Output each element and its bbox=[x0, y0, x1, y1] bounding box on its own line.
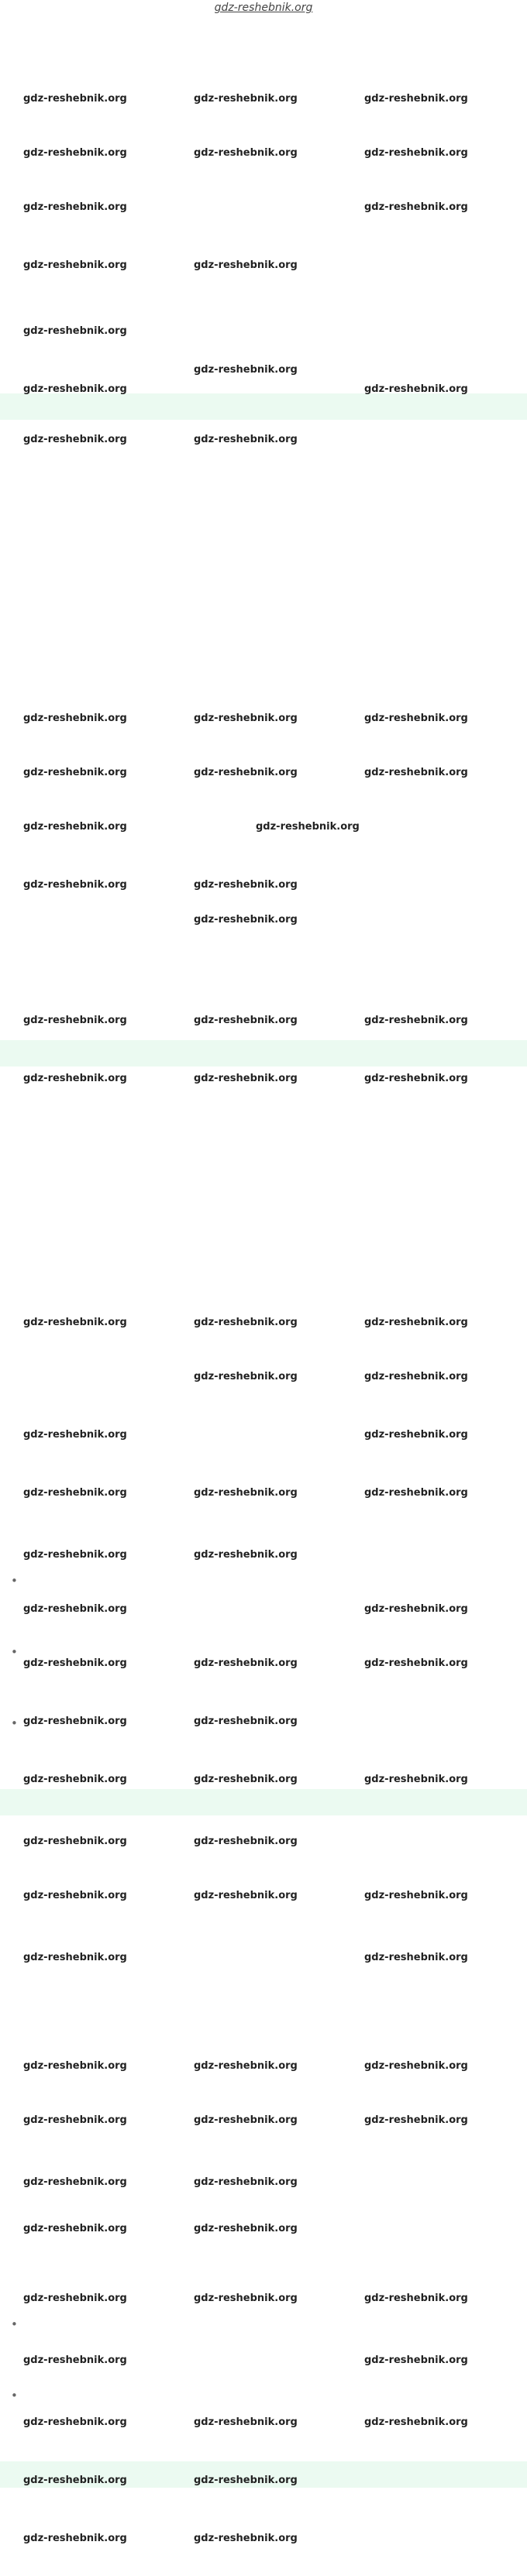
watermark: gdz-reshebnik.org bbox=[364, 2416, 468, 2428]
watermark: gdz-reshebnik.org bbox=[23, 1073, 127, 1084]
watermark: gdz-reshebnik.org bbox=[23, 713, 127, 724]
watermark: gdz-reshebnik.org bbox=[23, 821, 127, 833]
watermark: gdz-reshebnik.org bbox=[23, 1487, 127, 1499]
watermark: gdz-reshebnik.org bbox=[194, 1549, 298, 1561]
bullet-dot: • bbox=[11, 2317, 18, 2331]
watermark: gdz-reshebnik.org bbox=[364, 767, 468, 778]
watermark: gdz-reshebnik.org bbox=[364, 1073, 468, 1084]
watermark: gdz-reshebnik.org bbox=[364, 1657, 468, 1669]
watermark: gdz-reshebnik.org bbox=[23, 1657, 127, 1669]
watermark: gdz-reshebnik.org bbox=[194, 1015, 298, 1026]
watermark: gdz-reshebnik.org bbox=[364, 1603, 468, 1615]
watermark: gdz-reshebnik.org bbox=[194, 767, 298, 778]
watermark: gdz-reshebnik.org bbox=[194, 1716, 298, 1727]
watermark: gdz-reshebnik.org bbox=[194, 1836, 298, 1847]
watermark: gdz-reshebnik.org bbox=[23, 2475, 127, 2486]
watermark: gdz-reshebnik.org bbox=[23, 2293, 127, 2304]
watermark: gdz-reshebnik.org bbox=[194, 1487, 298, 1499]
watermark: gdz-reshebnik.org bbox=[256, 821, 360, 833]
watermark: gdz-reshebnik.org bbox=[23, 2223, 127, 2234]
watermark: gdz-reshebnik.org bbox=[23, 259, 127, 271]
watermark: gdz-reshebnik.org bbox=[23, 1317, 127, 1328]
watermark: gdz-reshebnik.org bbox=[194, 2176, 298, 2188]
watermark: gdz-reshebnik.org bbox=[23, 383, 127, 395]
watermark: gdz-reshebnik.org bbox=[194, 1657, 298, 1669]
watermark: gdz-reshebnik.org bbox=[194, 2416, 298, 2428]
watermark: gdz-reshebnik.org bbox=[194, 1317, 298, 1328]
answer-box bbox=[0, 1789, 527, 1815]
watermark: gdz-reshebnik.org bbox=[364, 93, 468, 105]
watermark: gdz-reshebnik.org bbox=[364, 1774, 468, 1785]
watermark: gdz-reshebnik.org bbox=[23, 2060, 127, 2072]
watermark: gdz-reshebnik.org bbox=[23, 1952, 127, 1963]
watermark: gdz-reshebnik.org bbox=[23, 325, 127, 337]
watermark: gdz-reshebnik.org bbox=[23, 2416, 127, 2428]
watermark: gdz-reshebnik.org bbox=[194, 2060, 298, 2072]
watermark: gdz-reshebnik.org bbox=[364, 147, 468, 159]
watermark: gdz-reshebnik.org bbox=[194, 1371, 298, 1382]
watermark: gdz-reshebnik.org bbox=[194, 2223, 298, 2234]
watermark: gdz-reshebnik.org bbox=[23, 434, 127, 445]
watermark: gdz-reshebnik.org bbox=[23, 1429, 127, 1441]
bullet-dot: • bbox=[11, 1716, 18, 1730]
watermark: gdz-reshebnik.org bbox=[194, 1774, 298, 1785]
watermark: gdz-reshebnik.org bbox=[194, 259, 298, 271]
watermark: gdz-reshebnik.org bbox=[194, 713, 298, 724]
watermark: gdz-reshebnik.org bbox=[23, 879, 127, 891]
watermark: gdz-reshebnik.org bbox=[23, 147, 127, 159]
watermark: gdz-reshebnik.org bbox=[23, 1716, 127, 1727]
watermark: gdz-reshebnik.org bbox=[364, 2354, 468, 2366]
answer-box bbox=[0, 393, 527, 420]
bullet-dot: • bbox=[11, 1574, 18, 1588]
watermark: gdz-reshebnik.org bbox=[364, 1371, 468, 1382]
site-logo[interactable]: gdz-reshebnik.org bbox=[214, 2, 313, 14]
watermark: gdz-reshebnik.org bbox=[364, 1890, 468, 1901]
watermark: gdz-reshebnik.org bbox=[23, 2354, 127, 2366]
watermark: gdz-reshebnik.org bbox=[23, 1836, 127, 1847]
watermark: gdz-reshebnik.org bbox=[194, 2114, 298, 2126]
watermark: gdz-reshebnik.org bbox=[23, 767, 127, 778]
watermark: gdz-reshebnik.org bbox=[194, 1890, 298, 1901]
watermark: gdz-reshebnik.org bbox=[364, 2060, 468, 2072]
watermark: gdz-reshebnik.org bbox=[23, 1890, 127, 1901]
watermark: gdz-reshebnik.org bbox=[23, 93, 127, 105]
watermark: gdz-reshebnik.org bbox=[364, 2114, 468, 2126]
watermark: gdz-reshebnik.org bbox=[364, 1487, 468, 1499]
watermark: gdz-reshebnik.org bbox=[23, 1549, 127, 1561]
watermark: gdz-reshebnik.org bbox=[364, 383, 468, 395]
watermark: gdz-reshebnik.org bbox=[194, 879, 298, 891]
watermark: gdz-reshebnik.org bbox=[364, 1317, 468, 1328]
watermark: gdz-reshebnik.org bbox=[194, 434, 298, 445]
watermark: gdz-reshebnik.org bbox=[364, 1429, 468, 1441]
bullet-dot: • bbox=[11, 2389, 18, 2403]
watermark: gdz-reshebnik.org bbox=[364, 2293, 468, 2304]
watermark: gdz-reshebnik.org bbox=[23, 2176, 127, 2188]
watermark: gdz-reshebnik.org bbox=[194, 914, 298, 926]
watermark: gdz-reshebnik.org bbox=[364, 1015, 468, 1026]
watermark: gdz-reshebnik.org bbox=[194, 2475, 298, 2486]
bullet-dot: • bbox=[11, 1645, 18, 1659]
watermark: gdz-reshebnik.org bbox=[23, 1774, 127, 1785]
watermark: gdz-reshebnik.org bbox=[23, 1015, 127, 1026]
watermark: gdz-reshebnik.org bbox=[23, 2533, 127, 2544]
watermark: gdz-reshebnik.org bbox=[23, 2114, 127, 2126]
watermark: gdz-reshebnik.org bbox=[364, 713, 468, 724]
answer-box bbox=[0, 1040, 527, 1066]
watermark: gdz-reshebnik.org bbox=[364, 1952, 468, 1963]
watermark: gdz-reshebnik.org bbox=[194, 2533, 298, 2544]
watermark: gdz-reshebnik.org bbox=[23, 1603, 127, 1615]
watermark: gdz-reshebnik.org bbox=[194, 93, 298, 105]
watermark: gdz-reshebnik.org bbox=[194, 364, 298, 376]
watermark: gdz-reshebnik.org bbox=[194, 2293, 298, 2304]
watermark: gdz-reshebnik.org bbox=[364, 201, 468, 213]
watermark: gdz-reshebnik.org bbox=[194, 147, 298, 159]
watermark: gdz-reshebnik.org bbox=[23, 201, 127, 213]
watermark: gdz-reshebnik.org bbox=[194, 1073, 298, 1084]
